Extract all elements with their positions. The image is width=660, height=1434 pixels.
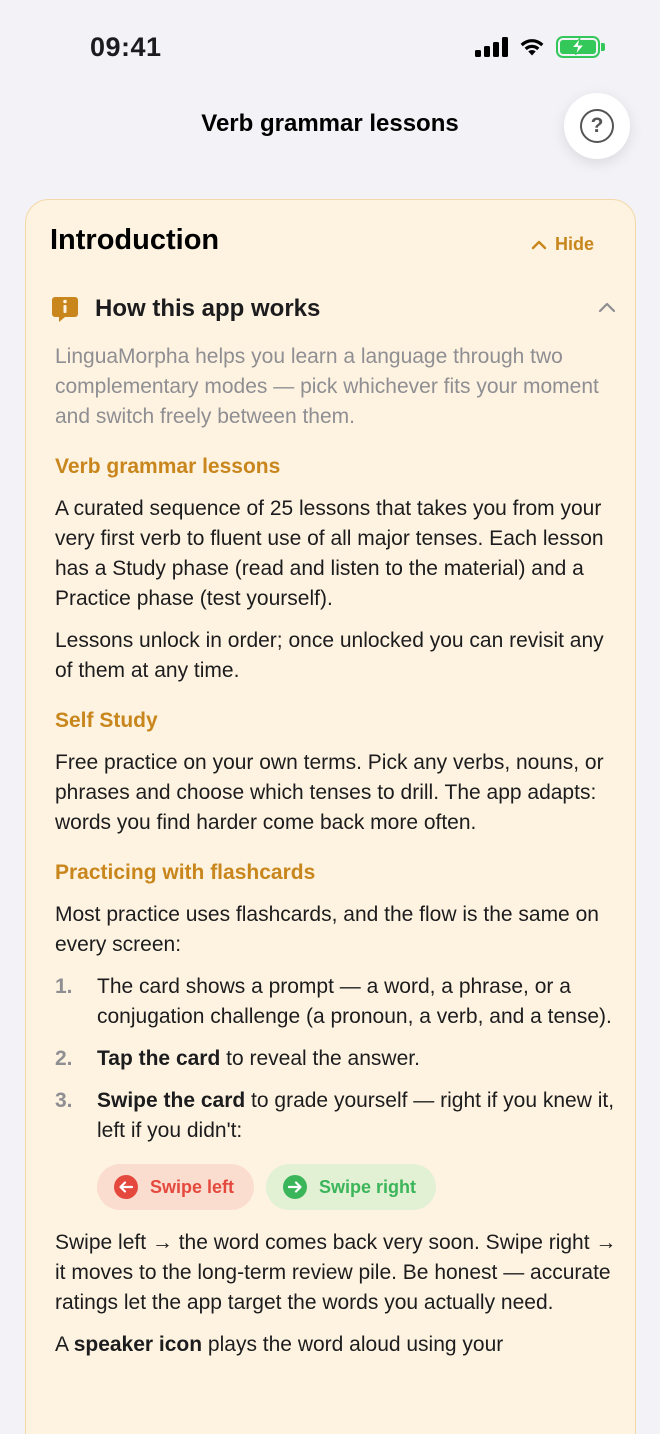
section-content <box>55 342 617 1360</box>
info-speech-bubble-icon <box>51 295 79 323</box>
step-number: 2. <box>55 1047 73 1070</box>
status-bar <box>0 0 660 96</box>
list-item <box>55 1086 617 1146</box>
verb-lessons-paragraph-1: A curated sequence of 25 lessons that takes you from your very first verb to fluent use of all major tenses. Each lesson has a Study phase (read and listen to the material) and a Practice phase (test yourself). <box>55 497 604 610</box>
chevron-up-icon <box>531 239 547 250</box>
arrow-left-icon <box>114 1175 138 1199</box>
wifi-icon <box>518 37 546 57</box>
verb-lessons-heading: Verb grammar lessons <box>55 455 281 478</box>
self-study-heading: Self Study <box>55 709 158 732</box>
verb-lessons-paragraph-2: Lessons unlock in order; once unlocked you can revisit any of them at any time. <box>55 629 604 682</box>
step-rest: to reveal the answer. <box>220 1047 420 1070</box>
swipe-right-pill <box>266 1164 436 1210</box>
swipe-legend <box>97 1164 617 1210</box>
swipe-left-label: Swipe left <box>150 1176 235 1197</box>
self-study-paragraph: Free practice on your own terms. Pick any verbs, nouns, or phrases and choose which tenses to drill. The app adapts: words you find harder come back more often. <box>55 751 604 834</box>
step-bold: Tap the card <box>97 1047 221 1070</box>
step-text <box>97 1086 617 1146</box>
speaker-prefix: A <box>55 1333 74 1356</box>
swipe-left-pill <box>97 1164 254 1210</box>
step-rest: to grade yourself — right if you knew it, left if you didn't: <box>97 1089 615 1142</box>
list-item <box>55 972 617 1032</box>
flashcards-paragraph: Most practice uses flashcards, and the flow is the same on every screen: <box>55 903 599 956</box>
flashcards-heading: Practicing with flashcards <box>55 861 316 884</box>
chevron-up-icon <box>598 301 616 313</box>
speaker-paragraph <box>55 1330 617 1360</box>
swipe-right-label: Swipe right <box>319 1176 417 1197</box>
section-title: How this app works <box>95 295 321 322</box>
speaker-rest: plays the word aloud using your <box>202 1333 504 1356</box>
page-title: Verb grammar lessons <box>201 110 459 137</box>
step-number: 3. <box>55 1089 73 1112</box>
status-icons <box>475 36 600 58</box>
speaker-bold: speaker icon <box>73 1333 203 1356</box>
step-bold: Swipe the card <box>97 1089 246 1112</box>
introduction-card <box>25 199 636 1434</box>
arrow-right-icon <box>283 1175 307 1199</box>
battery-charging-icon <box>556 36 600 58</box>
flashcard-steps-list <box>55 972 617 1146</box>
hide-button[interactable] <box>531 234 594 255</box>
cellular-signal-icon <box>475 37 508 57</box>
hide-label: Hide <box>555 234 595 254</box>
question-mark-icon: ? <box>580 109 614 143</box>
list-item <box>55 1044 617 1074</box>
intro-text: LinguaMorpha helps you learn a language through two complementary modes — pick whichever fits your moment and switch freely between them. <box>55 345 599 428</box>
help-button[interactable] <box>564 93 630 159</box>
swipe-explanation-paragraph: Swipe left → the word comes back very soon. Swipe right → it moves to the long-term review pile. Be honest — accurate ratings let the app target the words you actually need. <box>55 1231 617 1314</box>
step-text <box>97 1044 617 1074</box>
step-number: 1. <box>55 975 73 998</box>
status-time: 09:41 <box>90 32 162 62</box>
card-title: Introduction <box>50 224 220 256</box>
section-header-how-app-works[interactable] <box>51 293 616 325</box>
step-text: The card shows a prompt — a word, a phrase, or a conjugation challenge (a pronoun, a verb, and a tense). <box>97 975 612 1028</box>
